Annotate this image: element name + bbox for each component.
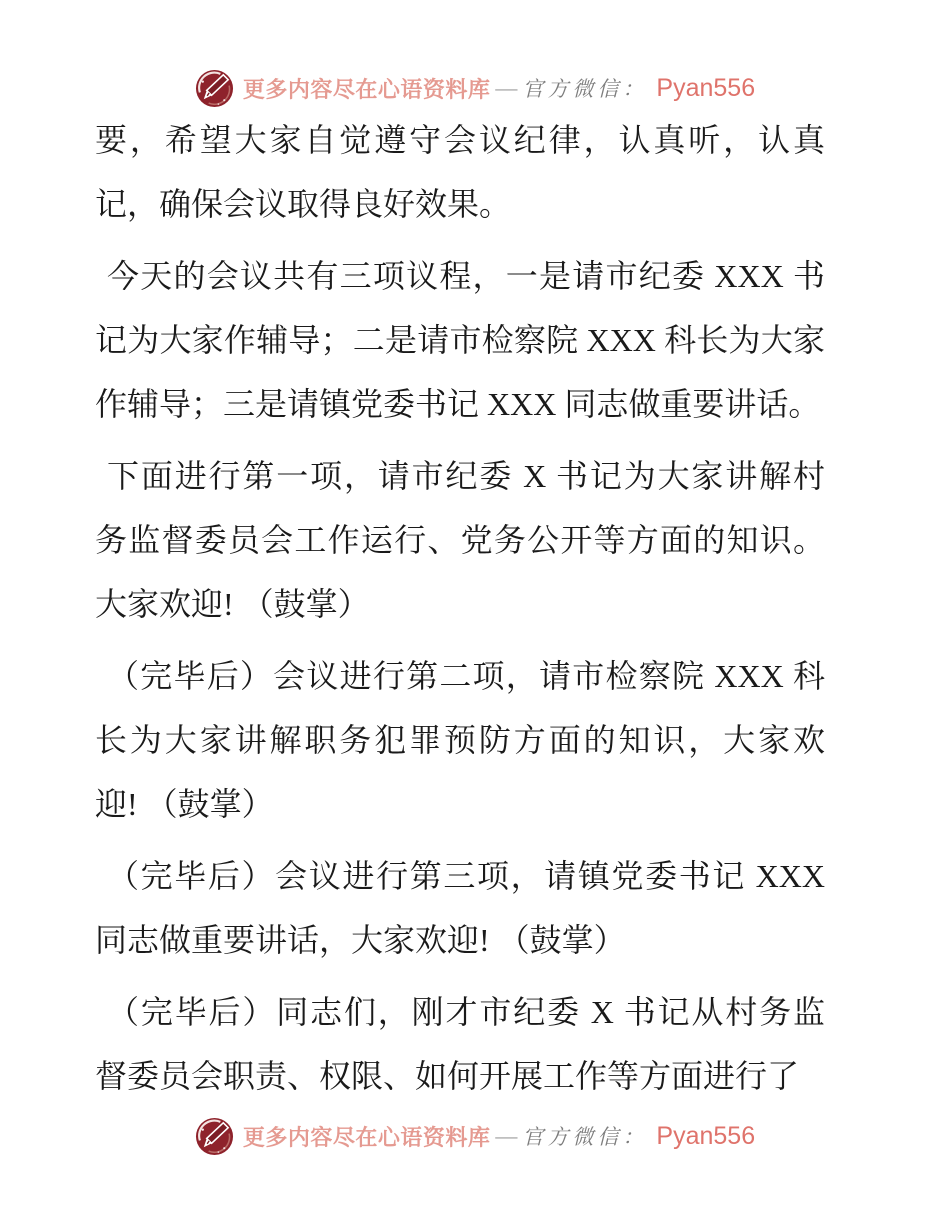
brand-logo-icon xyxy=(195,1117,234,1156)
paragraph xyxy=(95,844,825,972)
text-line: 作辅导；三是请镇党委书记 XXX 同志做重要讲话。 xyxy=(95,386,821,422)
text-line: 务监督委员会工作运行、党务公开等方面的知识。 xyxy=(95,522,825,558)
text-line: 记，确保会议取得良好效果。 xyxy=(95,186,512,222)
text-line: 督委员会职责、权限、如何开展工作等方面进行了 xyxy=(95,1058,800,1094)
brand-logo-icon xyxy=(195,69,234,108)
paragraph xyxy=(95,644,825,836)
wechat-id: Pyan556 xyxy=(656,1121,756,1150)
text-line: （完毕后）会议进行第二项，请市检察院 XXX 科 xyxy=(107,658,825,694)
brand-separator: — xyxy=(495,75,518,100)
paragraph xyxy=(95,244,825,436)
document-body xyxy=(95,108,825,1108)
text-line: 大家欢迎! （鼓掌） xyxy=(95,586,370,622)
paragraph xyxy=(95,444,825,636)
text-line: 今天的会议共有三项议程，一是请市纪委 XXX 书 xyxy=(107,258,825,294)
text-line: （完毕后）会议进行第三项，请镇党委书记 XXX xyxy=(107,858,825,894)
brand-site-text: 更多内容尽在心语资料库 xyxy=(242,76,491,102)
footer-watermark xyxy=(0,1116,950,1156)
paragraph xyxy=(95,980,825,1108)
text-line: 下面进行第一项，请市纪委 X 书记为大家讲解村 xyxy=(107,458,825,494)
text-line: 迎! （鼓掌） xyxy=(95,786,274,822)
text-line: 同志做重要讲话，大家欢迎! （鼓掌） xyxy=(95,922,626,958)
text-line: （完毕后）同志们，刚才市纪委 X 书记从村务监 xyxy=(107,994,825,1030)
header-watermark xyxy=(0,68,950,108)
paragraph xyxy=(95,108,825,236)
text-line: 记为大家作辅导；二是请市检察院 XXX 科长为大家 xyxy=(95,322,825,358)
wechat-label: 官方微信： xyxy=(522,1125,648,1149)
text-line: 长为大家讲解职务犯罪预防方面的知识，大家欢 xyxy=(95,722,825,758)
brand-site-text: 更多内容尽在心语资料库 xyxy=(242,1124,491,1150)
wechat-label: 官方微信： xyxy=(522,77,648,101)
brand-separator: — xyxy=(495,1123,518,1148)
text-line: 要，希望大家自觉遵守会议纪律，认真听，认真 xyxy=(95,122,825,158)
wechat-id: Pyan556 xyxy=(656,73,756,102)
